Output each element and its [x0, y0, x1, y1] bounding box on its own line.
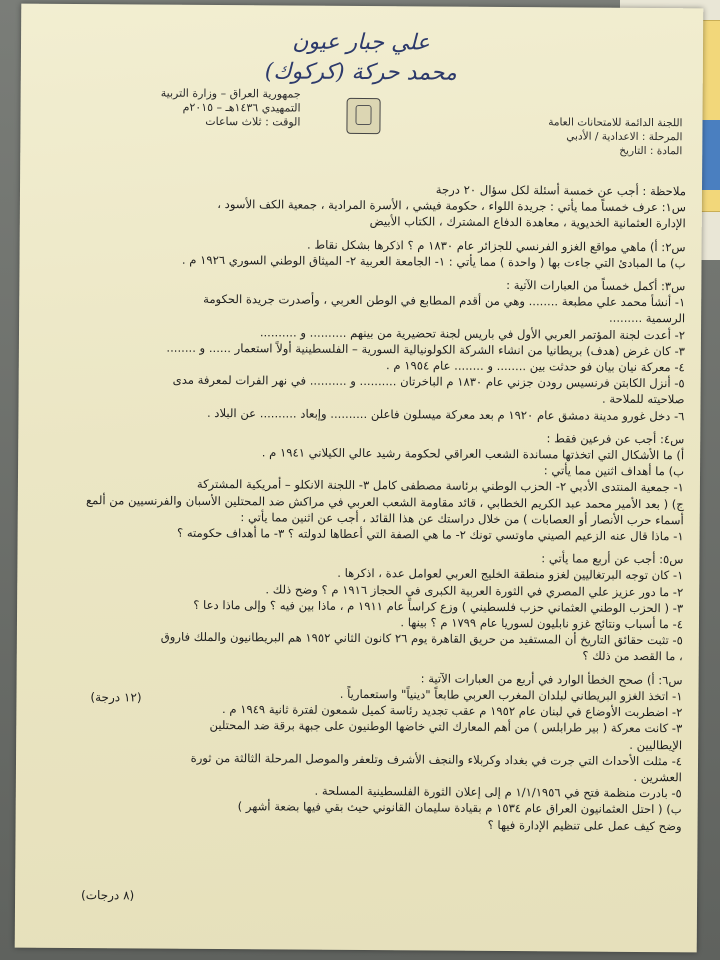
note-line: ملاحظة : أجب عن خمسة أسئلة لكل سؤال ٢٠ درجة [435, 182, 687, 199]
question-line: ب) ما أهداف اثنين مما يأتي : [543, 463, 685, 479]
question-line: ٥- تثبت حقائق التاريخ أن المستفيد من حريق القاهرة يوم ٢٦ كانون الثاني ١٩٥٢ هم البريطانيون والملك فاروق [160, 629, 683, 648]
question-line: ٣- ( الحزب الوطني العثماني حزب فلسطيني ) وزع كراساً عام ١٩١١ م ، ماذا بين فيه ؟ وإلى ماذا دعا ؟ [193, 597, 684, 616]
question-line: ج) ( بعد الأمير محمد عبد الكريم الخطابي ، قائد مقاومة الشعب العربي في مراكش ضد المحتلين الأسبان والفرنسيين من ألمع [85, 492, 684, 511]
header-line: اللجنة الدائمة للامتحانات العامة [548, 116, 683, 130]
exam-sheet [15, 4, 704, 953]
question-line: أ) ما الأشكال التي اتخذتها مساندة الشعب العراقي لحكومة رشيد عالي الكيلاني ١٩٤١ م . [261, 445, 685, 463]
question-line: س٣: أكمل خمساً من العبارات الآتية : [506, 278, 686, 294]
question-line: ٥- أنزل الكابتن فرنسيس رودن جزني عام ١٨٣٠ م الباخرتان .......... و .......... في نهر الفرات لمعرفة مدى [172, 372, 685, 391]
question-line: ١- أنشأ محمد علي مطبعة ........ وهي من أقدم المطابع في الوطن العربي ، وأصدرت جريدة الحكومة [203, 292, 686, 310]
question-line: ٤- ما أسباب ونتائج غزو نابليون لسوريا عام ١٧٩٩ م ؟ بينها . [400, 615, 684, 632]
question-line: ٣- كان غرض (هدف) بريطانيا من انشاء الشركة الكولونيالية السورية – الفلسطينية أولاً استعمار ...... و ........ [166, 340, 685, 359]
question-line: الإدارة العثمانية الخديوية ، معاهدة الدفاع المشترك ، الكتاب الأبيض [369, 214, 686, 231]
question-line: الرسمية ......... [608, 311, 686, 326]
question-line: ١- اتخذ الغزو البريطاني لبلدان المغرب العربي طابعاً "دينياً" واستعمارياً . [339, 686, 683, 704]
exam-questions [32, 179, 687, 834]
header-line: جمهورية العراق – وزارة التربية [160, 86, 301, 101]
question-line: ١- كان توجه البرتغاليين لغزو منطقة الخليج العربي لعوامل عدة ، اذكرها . [337, 566, 684, 583]
question-line: ب) ما المبادئ التي جاءت بها ( واحدة ) مما يأتي : ١- الجامعة العربية ٢- الميثاق الوطني السوري ١٩٢٦ م . [181, 252, 686, 271]
question-line: وضح كيف عمل على تنظيم الإدارة فيها ؟ [487, 817, 682, 833]
question-line: ٢- ما دور عزيز علي المصري في الثورة العربية الكبرى في الحجاز ١٩١٦ م ؟ وضح ذلك . [265, 582, 684, 599]
handwritten-names [211, 27, 511, 89]
iraq-emblem-icon [346, 98, 380, 134]
handwritten-line: محمد حركة (كركوك) [264, 59, 457, 86]
header-committee [422, 114, 682, 158]
question-line: ب) ( احتل العثمانيون العراق عام ١٥٣٤ م بقيادة سليمان القانوني حيث بقي فيها بضعة أشهر ) [237, 799, 682, 817]
question-line: صلاحيته للملاحة . [601, 392, 685, 407]
header-line: التمهيدي ١٤٣٦هـ – ٢٠١٥م [182, 100, 301, 115]
header-ministry [80, 86, 300, 130]
header-line: المادة : التاريخ [619, 144, 683, 158]
question-line: ٦- دخل غورو مدينة دمشق عام ١٩٢٠ م بعد معركة ميسلون فاعلن .......... وإبعاد .......... عن البلاد . [206, 405, 685, 423]
grade-label: (١٢ درجة) [90, 690, 142, 705]
question-line: العشرين . [633, 769, 682, 785]
question-line: ٤- معركة نيان بيان فو حدثت بين ........ و ........ عام ١٩٥٤ م . [386, 358, 685, 375]
handwritten-line: علي جبار عيون [292, 29, 430, 56]
question-line: أسماء حرب الأنصار أو العصابات ) من خلال دراستك عن هذا القائد ، أجب عن اثنين مما يأتي : [240, 510, 684, 528]
question-line: ٤- مثلت الأحداث التي جرت في بغداد وكربلاء والنجف الأشرف وتلعفر والموصل المرحلة الثالثة من ثورة [190, 750, 683, 768]
question-line: الإيطاليين . [629, 737, 683, 752]
header-line: المرحلة : الاعدادية / الأدبي [566, 130, 683, 144]
question-line: ، ما القصد من ذلك ؟ [582, 649, 683, 664]
question-line: س٥: أجب عن أربع مما يأتي : [541, 551, 684, 567]
question-line: ٥- بادرت منظمة فتح في ١/١/١٩٥٦ م إلى إعلان الثورة الفلسطينية المسلحة . [314, 783, 682, 801]
question-line: س٦: أ) صحح الخطأ الوارد في أربع من العبارات الآتية : [420, 671, 683, 687]
question-line: ١- جمعية المنتدى الأدبي ٢- الحزب الوطني برئاسة مصطفى كامل ٣- اللجنة الانكلو – أمريكية المشتركة [196, 477, 684, 495]
question-line: ١- ماذا قال عنه الزعيم الصيني ماوتسي تونك ٢- ما هي الصفة التي أعطاها لدولته ؟ ٣- ما أهداف حكومته ؟ [176, 525, 684, 544]
question-line: س٢: أ) ماهي مواقع الغزو الفرنسي للجزائر عام ١٨٣٠ م ؟ اذكرها بشكل نقاط . [306, 237, 686, 254]
question-line: ٢- اضطربت الأوضاع في لبنان عام ١٩٥٢ م عقب تجديد رئاسة كميل شمعون لفترة ثانية ١٩٤٩ م . [221, 702, 683, 720]
question-line: ٢- أعدت لجنة المؤتمر العربي الأول في باريس لجنة تحضيرية من بينهم .......... و .......... [259, 324, 686, 342]
question-line: س٤: أجب عن فرعين فقط : [546, 431, 685, 447]
grade-label: (٨ درجات) [81, 888, 135, 903]
question-line: ٣- كانت معركة ( بير طرابلس ) من أهم المعارك التي خاضها الوطنيون على جبهة برقة ضد المحتلين [209, 718, 683, 736]
question-line: س١: عرف خمساً مما يأتي : جريدة اللواء ، حكومة فيشي ، الأسرة المرادية ، جمعية الكف الأسود ، [217, 197, 686, 215]
header-line: الوقت : ثلاث ساعات [205, 114, 301, 129]
